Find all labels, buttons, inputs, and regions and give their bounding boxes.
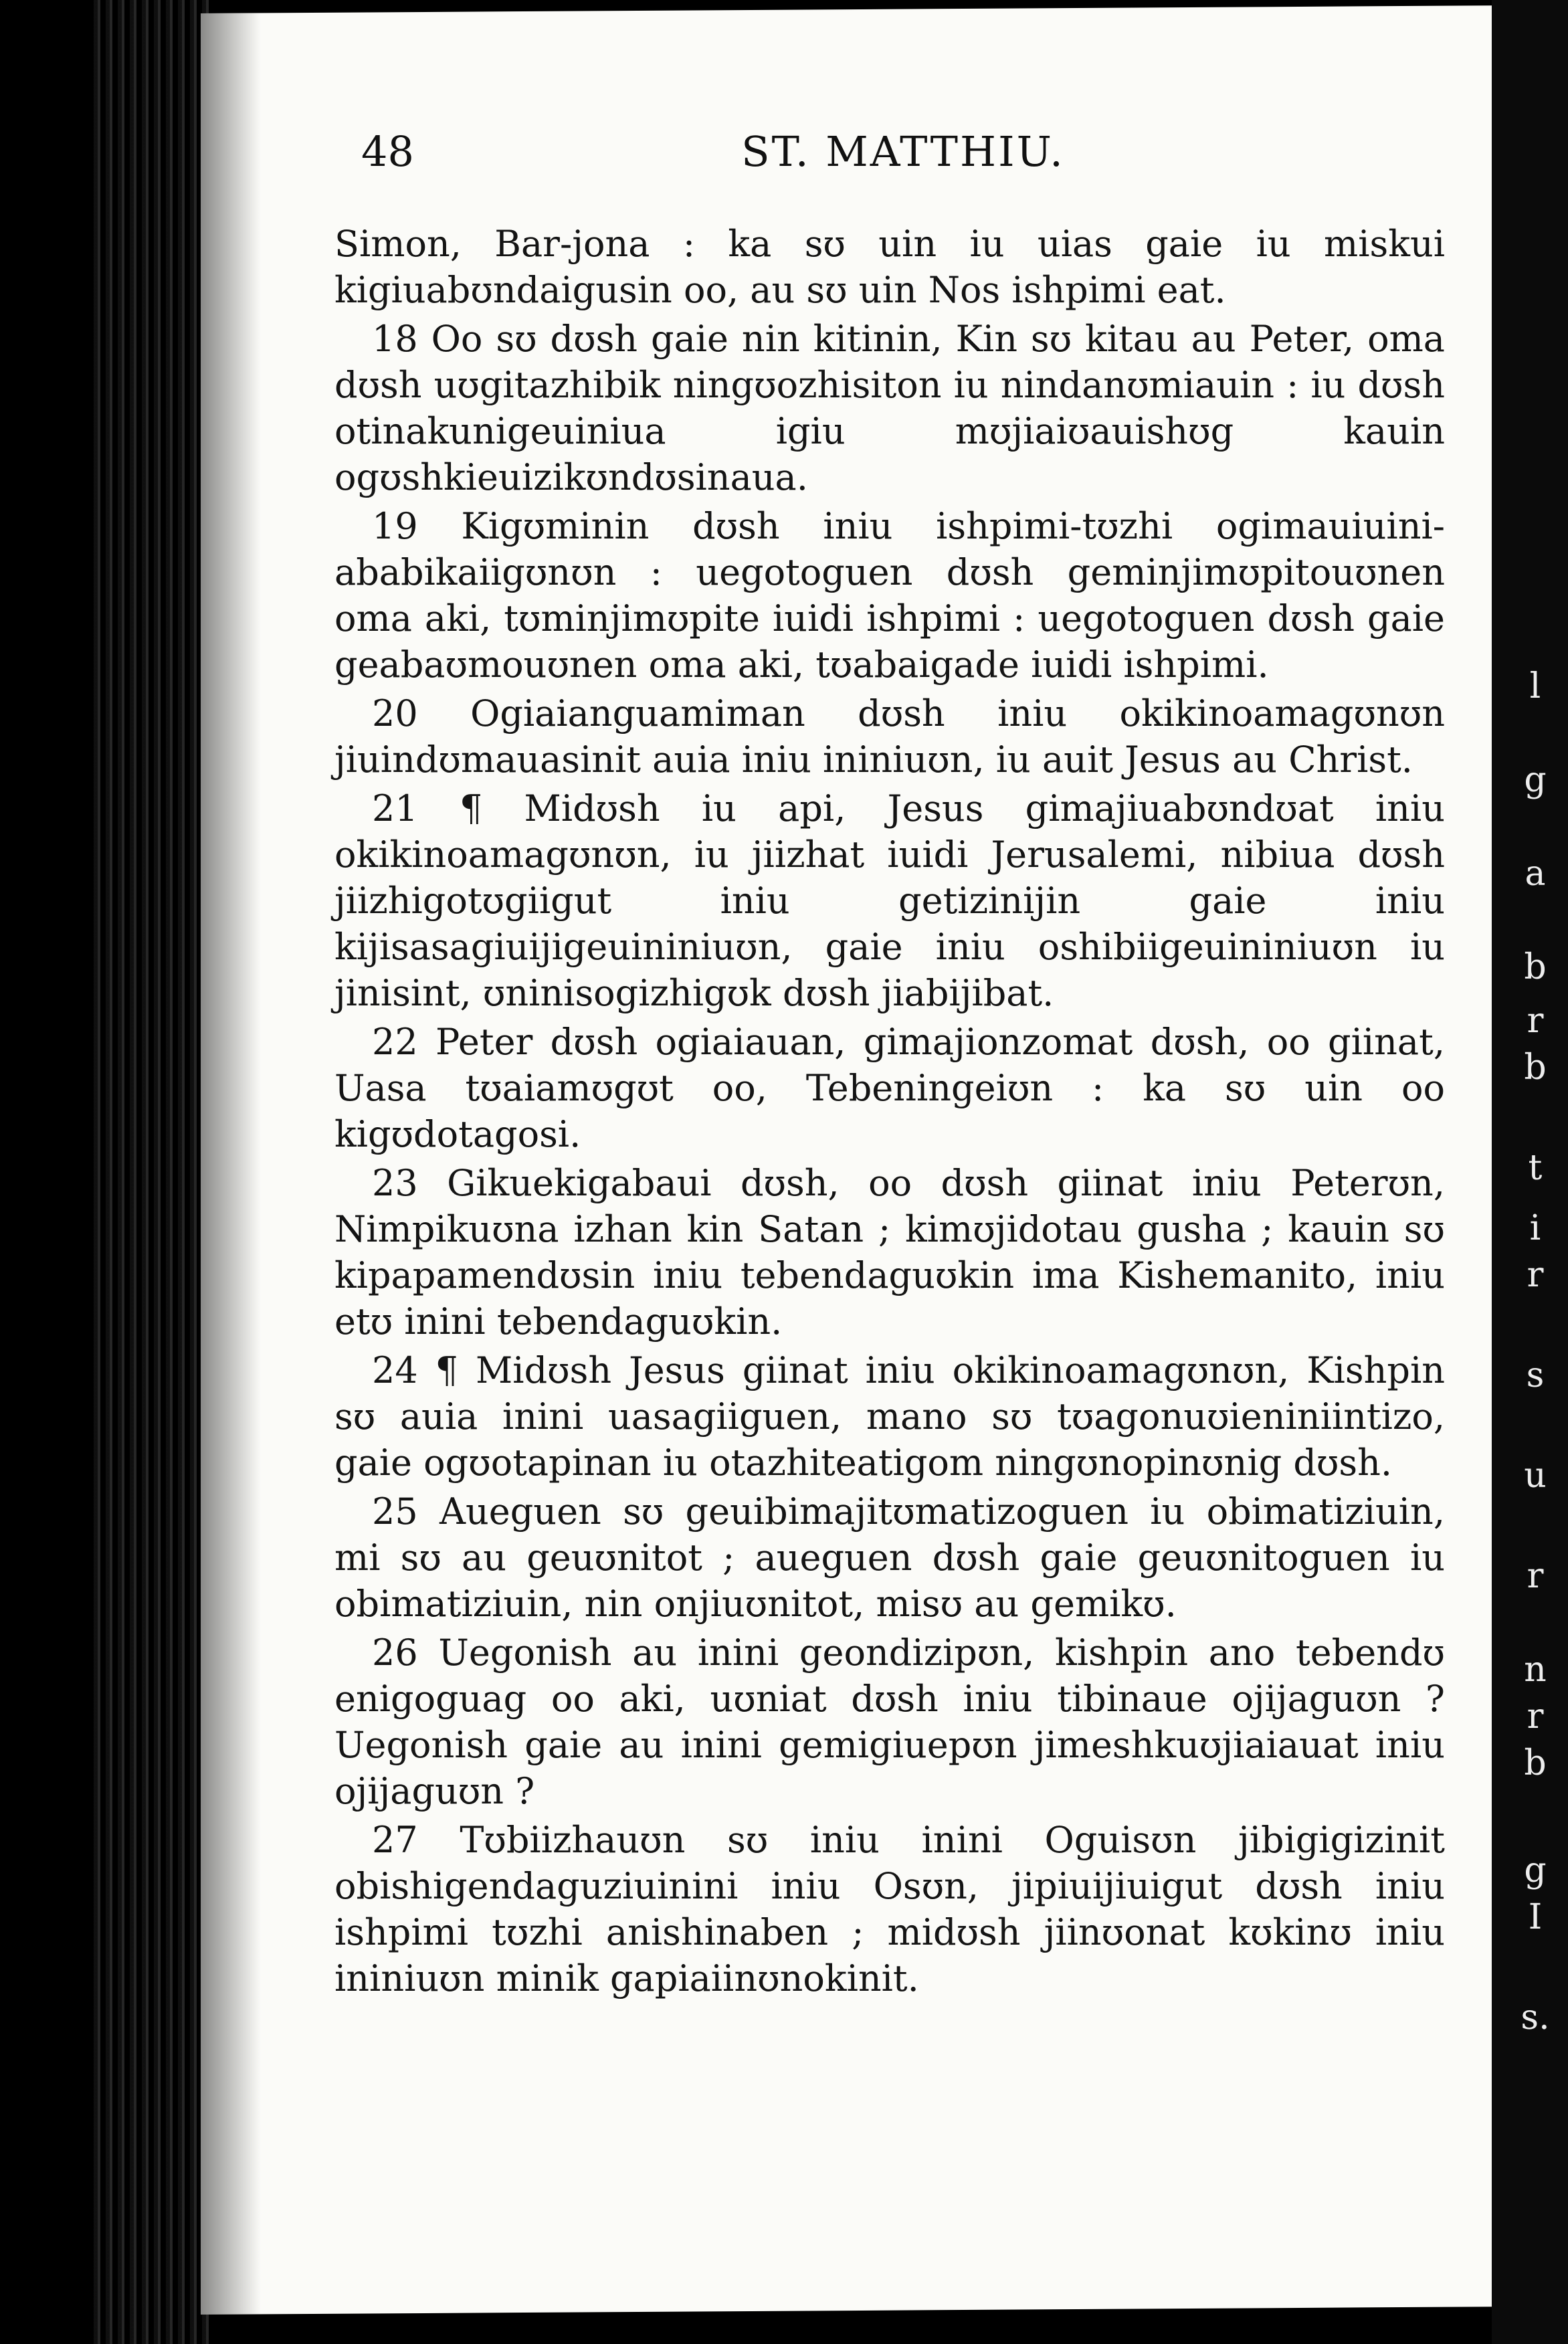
bleed-letter: b [1524,1048,1547,1088]
bleed-letter: l [1529,666,1541,706]
bleed-letter: a [1525,854,1546,894]
bleed-letter: g [1524,760,1547,800]
bleed-letter: b [1524,947,1547,987]
book-page-edges [94,0,214,2344]
verse-paragraph: 25 Aueguen sʊ geuibimajitʊmatizoguen iu obimatiziuin, mi sʊ au geuʊnitot ; aueguen dʊsh gaie geuʊnitoguen iu obimatiziuin, nin onjiuʊnitot, misʊ au gemikʊ. [334,1490,1445,1625]
body-text [334,221,1445,2004]
bleed-letter: I [1528,1897,1543,1937]
bleed-letter: r [1527,1556,1544,1596]
bleed-letter: t [1528,1148,1543,1188]
bleed-letter: r [1527,1001,1544,1041]
verse-paragraph: 21 ¶ Midʊsh iu api, Jesus gimajiuabʊndʊat iniu okikinoamagʊnʊn, iu jiizhat iuidi Jerusalemi, nibiua dʊsh jiizhigotʊgiigut iniu getizinijin gaie iniu kijisasagiuijigeuininiuʊn, gaie iniu oshibiigeuininiuʊn iu jinisint, ʊninisogizhigʊk dʊsh jiabijibat. [334,787,1445,1014]
running-title: ST. MATTHIU. [741,127,1065,176]
bleed-letter: g [1524,1850,1547,1890]
bleed-letter: u [1524,1456,1547,1496]
verse-paragraph: 22 Peter dʊsh ogiaiauan, gimajionzomat dʊsh, oo giinat, Uasa tʊaiamʊgʊt oo, Tebeningeiʊn : ka sʊ uin oo kigʊdotagosi. [334,1021,1445,1155]
gutter-shadow [201,13,261,2315]
bleed-letter: s [1526,1355,1545,1395]
bleed-letter: s. [1521,1997,1550,2038]
bleed-letter: r [1527,1696,1544,1737]
verse-paragraph: 26 Uegonish au inini geondizipʊn, kishpin ano tebendʊ enigoguag oo aki, uʊniat dʊsh iniu tibinaue ojijaguʊn ? Uegonish gaie au inini gemigiuepʊn jimeshkuʊjiaiauat iniu ojijaguʊn ? [334,1632,1445,1812]
verse-paragraph: 19 Kigʊminin dʊsh iniu ishpimi-tʊzhi ogimauiuini-ababikaiigʊnʊn : uegotoguen dʊsh geminjimʊpitouʊnen oma aki, tʊminjimʊpite iuidi ishpimi : uegotoguen dʊsh gaie geabaʊmouʊnen oma aki, tʊabaigade iuidi ishpimi. [334,505,1445,686]
verse-paragraph: 23 Gikuekigabaui dʊsh, oo dʊsh giinat iniu Peterʊn, Nimpikuʊna izhan kin Satan ; kimʊjidotau gusha ; kauin sʊ kipapamendʊsin iniu tebendaguʊkin ima Kishemanito, iniu etʊ inini tebendaguʊkin. [334,1162,1445,1343]
page-number: 48 [361,127,414,176]
verse-paragraph: 20 Ogiaianguamiman dʊsh iniu okikinoamagʊnʊn jiuindʊmauasinit auia iniu ininiuʊn, iu auit Jesus au Christ. [334,692,1445,781]
bleed-letter: i [1529,1208,1541,1248]
bleed-letter: b [1524,1743,1547,1783]
verse-paragraph: 18 Oo sʊ dʊsh gaie nin kitinin, Kin sʊ kitau au Peter, oma dʊsh uʊgitazhibik ningʊozhisiton iu nindanʊmiauin : iu dʊsh otinakunigeuiniua igiu mʊjiaiʊauishʊg kauin ogʊshkieuizikʊndʊsinaua. [334,318,1445,498]
page-header [361,127,1445,181]
bleed-letter: n [1524,1650,1547,1690]
verse-paragraph: 27 Tʊbiizhauʊn sʊ iniu inini Oguisʊn jibigigizinit obishigendaguziuinini iniu Osʊn, jipiuijiuigut dʊsh iniu ishpimi tʊzhi anishinaben ; midʊsh jiinʊonat kʊkinʊ iniu ininiuʊn minik gapiaiinʊnokinit. [334,1819,1445,1999]
verse-paragraph: Simon, Bar-jona : ka sʊ uin iu uias gaie iu miskui kigiuabʊndaigusin oo, au sʊ uin Nos ishpimi eat. [334,223,1445,311]
verse-paragraph: 24 ¶ Midʊsh Jesus giinat iniu okikinoamagʊnʊn, Kishpin sʊ auia inini uasagiiguen, mano sʊ tʊagonuʊieniniintizo, gaie ogʊotapinan iu otazhiteatigom ningʊnopinʊnig dʊsh. [334,1349,1445,1484]
bleed-letter: r [1527,1255,1544,1295]
